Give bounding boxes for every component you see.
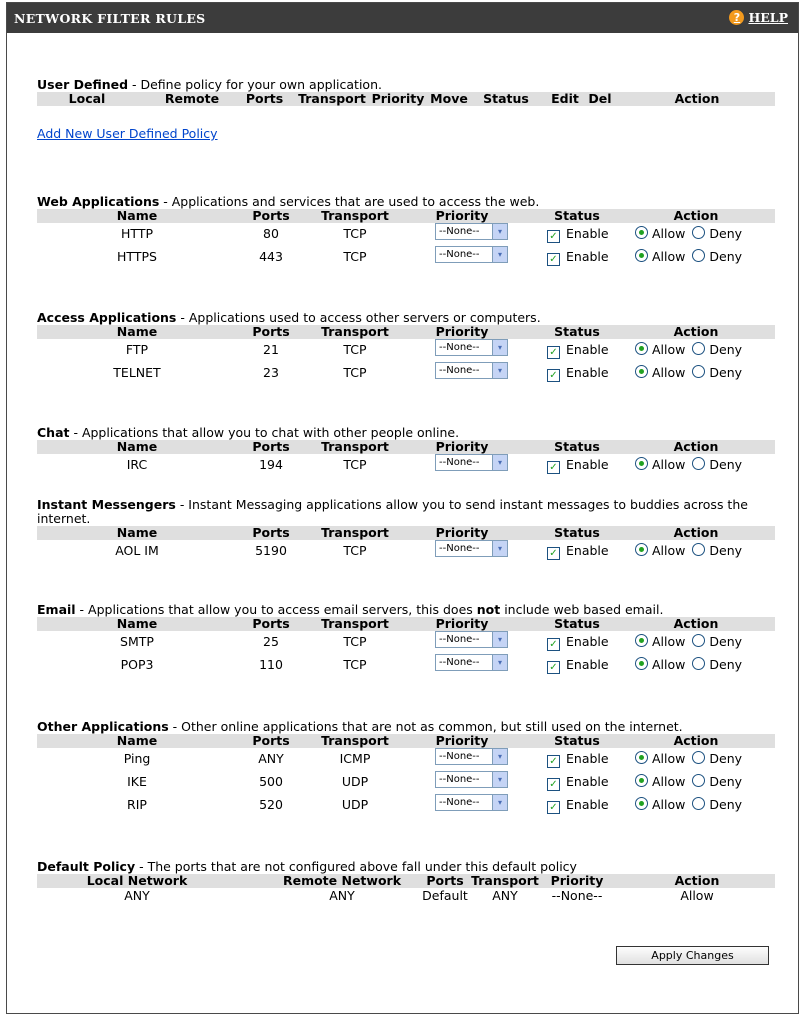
app-transport: UDP — [341, 774, 369, 789]
table-row — [37, 794, 775, 817]
allow-radio[interactable] — [635, 634, 648, 647]
app-transport: ICMP — [339, 751, 371, 766]
action-cell — [635, 654, 785, 676]
section-description-emphasis: not — [476, 602, 501, 617]
allow-radio[interactable] — [635, 774, 648, 787]
enable-checkbox[interactable]: ✓ — [547, 778, 560, 791]
deny-label: Deny — [709, 342, 743, 357]
allow-radio[interactable] — [635, 657, 648, 670]
col-ports: Ports — [245, 91, 284, 106]
chevron-down-icon: ▾ — [492, 795, 507, 810]
priority-select[interactable] — [435, 631, 508, 648]
app-name: HTTP — [121, 226, 153, 241]
section-title: Web Applications — [37, 194, 160, 209]
priority-select[interactable] — [435, 339, 508, 356]
deny-radio[interactable] — [692, 365, 705, 378]
col-action: Action — [673, 208, 719, 223]
enable-label: Enable — [566, 751, 609, 766]
enable-label: Enable — [566, 457, 609, 472]
action-cell — [635, 454, 785, 476]
section-description: - Applications that allow you to chat with other people online. — [69, 425, 460, 440]
section-description: - Applications used to access other servers or computers. — [176, 310, 541, 325]
table-row — [37, 362, 775, 385]
deny-radio[interactable] — [692, 226, 705, 239]
ports-value: Default — [422, 888, 468, 903]
allow-label: Allow — [652, 657, 686, 672]
col-priority: Priority — [435, 324, 489, 339]
allow-label: Allow — [652, 342, 686, 357]
section-description: - Define policy for your own application. — [128, 77, 382, 92]
deny-label: Deny — [709, 751, 743, 766]
col-status: Status — [483, 91, 529, 106]
app-ports: 25 — [263, 634, 279, 649]
priority-value: --None-- — [551, 888, 603, 903]
col-ports: Ports — [252, 616, 290, 631]
priority-select[interactable] — [435, 654, 508, 671]
col-status: Status — [554, 324, 600, 339]
section-title: User Defined — [37, 77, 129, 92]
chevron-down-icon: ▾ — [492, 541, 507, 556]
action-cell — [635, 794, 785, 816]
action-cell — [635, 771, 785, 793]
priority-selected-value: --None-- — [439, 249, 480, 260]
priority-select[interactable] — [435, 771, 508, 788]
priority-selected-value: --None-- — [439, 634, 480, 645]
table-row — [37, 454, 775, 477]
chevron-down-icon: ▾ — [492, 224, 507, 239]
app-name: HTTPS — [117, 249, 157, 264]
col-priority: Priority — [550, 873, 604, 888]
enable-label: Enable — [566, 774, 609, 789]
app-ports: ANY — [258, 751, 284, 766]
allow-label: Allow — [652, 774, 686, 789]
table-row — [37, 748, 775, 771]
enable-checkbox[interactable]: ✓ — [547, 253, 560, 266]
section-title: Instant Messengers — [37, 497, 176, 512]
status-cell — [547, 540, 637, 562]
allow-label: Allow — [652, 634, 686, 649]
col-name: Name — [116, 439, 158, 454]
col-action: Action — [674, 91, 720, 106]
access-applications-section — [37, 311, 775, 385]
action-cell — [635, 540, 785, 562]
help-label: HELP — [748, 10, 788, 25]
add-user-defined-policy-link[interactable]: Add New User Defined Policy — [37, 126, 218, 141]
priority-selected-value: --None-- — [439, 774, 480, 785]
status-cell — [547, 454, 637, 476]
col-transport: Transport — [321, 733, 389, 748]
app-name: FTP — [125, 342, 149, 357]
chevron-down-icon: ▾ — [492, 247, 507, 262]
app-name: IKE — [127, 774, 147, 789]
allow-label: Allow — [652, 226, 686, 241]
table-header — [37, 874, 775, 888]
enable-label: Enable — [566, 797, 609, 812]
page-title: NETWORK FILTER RULES — [14, 11, 206, 26]
apply-changes-button[interactable]: Apply Changes — [616, 946, 769, 965]
app-name: TELNET — [113, 365, 161, 380]
deny-radio[interactable] — [692, 457, 705, 470]
enable-label: Enable — [566, 226, 609, 241]
col-status: Status — [554, 733, 600, 748]
priority-select[interactable] — [435, 540, 508, 557]
allow-radio[interactable] — [635, 249, 648, 262]
action-cell — [635, 631, 785, 653]
col-edit: Edit — [551, 91, 579, 106]
deny-radio[interactable] — [692, 657, 705, 670]
section-description: - Applications that allow you to access email servers, this does — [75, 602, 477, 617]
table-row — [37, 771, 775, 794]
col-name: Name — [116, 324, 158, 339]
app-transport: TCP — [343, 543, 367, 558]
deny-radio[interactable] — [692, 797, 705, 810]
status-cell — [547, 748, 637, 770]
priority-selected-value: --None-- — [439, 365, 480, 376]
help-icon: ? — [729, 10, 744, 25]
email-section — [37, 603, 775, 677]
priority-selected-value: --None-- — [439, 751, 480, 762]
network-filter-panel — [6, 2, 799, 1014]
col-ports: Ports — [252, 733, 290, 748]
table-row — [37, 339, 775, 362]
allow-radio[interactable] — [635, 226, 648, 239]
deny-label: Deny — [709, 457, 743, 472]
action-cell — [635, 223, 785, 245]
col-ports: Ports — [252, 525, 290, 540]
local-network-value: ANY — [124, 888, 150, 903]
col-transport: Transport — [321, 439, 389, 454]
col-status: Status — [554, 525, 600, 540]
table-header — [37, 734, 775, 748]
app-transport: TCP — [343, 657, 367, 672]
app-ports: 520 — [259, 797, 283, 812]
enable-checkbox[interactable]: ✓ — [547, 638, 560, 651]
status-cell — [547, 631, 637, 653]
app-name: POP3 — [120, 657, 154, 672]
deny-radio[interactable] — [692, 634, 705, 647]
app-ports: 500 — [259, 774, 283, 789]
section-title: Other Applications — [37, 719, 169, 734]
priority-select[interactable] — [435, 246, 508, 263]
section-description: - Other online applications that are not as common, but still used on the internet. — [168, 719, 683, 734]
allow-label: Allow — [652, 797, 686, 812]
col-status: Status — [554, 439, 600, 454]
col-action: Action — [673, 616, 719, 631]
enable-label: Enable — [566, 657, 609, 672]
enable-label: Enable — [566, 249, 609, 264]
enable-checkbox[interactable]: ✓ — [547, 230, 560, 243]
priority-select[interactable] — [435, 794, 508, 811]
deny-label: Deny — [709, 797, 743, 812]
col-name: Name — [116, 616, 158, 631]
action-cell — [635, 748, 785, 770]
priority-select[interactable] — [435, 362, 508, 379]
col-priority: Priority — [435, 525, 489, 540]
section-title: Access Applications — [37, 310, 177, 325]
section-description: - The ports that are not configured above fall under this default policy — [135, 859, 577, 874]
col-transport: Transport — [321, 616, 389, 631]
table-header — [37, 209, 775, 223]
title-bar — [7, 3, 798, 33]
app-ports: 23 — [263, 365, 279, 380]
priority-selected-value: --None-- — [439, 657, 480, 668]
action-cell — [635, 246, 785, 268]
app-transport: TCP — [343, 365, 367, 380]
enable-checkbox[interactable]: ✓ — [547, 661, 560, 674]
col-priority: Priority — [435, 439, 489, 454]
col-transport: Transport — [471, 873, 539, 888]
web-applications-section — [37, 195, 775, 269]
col-priority: Priority — [435, 208, 489, 223]
allow-radio[interactable] — [635, 543, 648, 556]
priority-selected-value: --None-- — [439, 226, 480, 237]
col-local: Local — [68, 91, 106, 106]
enable-checkbox[interactable]: ✓ — [547, 547, 560, 560]
col-action: Action — [673, 439, 719, 454]
chevron-down-icon: ▾ — [492, 340, 507, 355]
table-header — [37, 440, 775, 454]
status-cell — [547, 362, 637, 384]
table-header — [37, 526, 775, 540]
col-name: Name — [116, 525, 158, 540]
status-cell — [547, 794, 637, 816]
col-remote: Remote — [164, 91, 220, 106]
deny-radio[interactable] — [692, 249, 705, 262]
app-name: SMTP — [120, 634, 154, 649]
col-transport: Transport — [298, 91, 366, 106]
deny-radio[interactable] — [692, 751, 705, 764]
app-ports: 194 — [259, 457, 283, 472]
status-cell — [547, 246, 637, 268]
other-applications-section — [37, 720, 775, 817]
enable-checkbox[interactable]: ✓ — [547, 461, 560, 474]
app-transport: TCP — [343, 342, 367, 357]
table-row — [37, 246, 775, 269]
col-status: Status — [554, 616, 600, 631]
allow-label: Allow — [652, 249, 686, 264]
app-ports: 80 — [263, 226, 279, 241]
app-transport: TCP — [343, 249, 367, 264]
priority-selected-value: --None-- — [439, 797, 480, 808]
status-cell — [547, 654, 637, 676]
col-local-network: Local Network — [86, 873, 188, 888]
allow-label: Allow — [652, 365, 686, 380]
default-policy-section — [37, 860, 775, 904]
col-action: Action — [673, 324, 719, 339]
allow-radio[interactable] — [635, 751, 648, 764]
col-name: Name — [116, 733, 158, 748]
col-priority: Priority — [435, 733, 489, 748]
chevron-down-icon: ▾ — [492, 655, 507, 670]
app-transport: TCP — [343, 634, 367, 649]
table-row — [37, 223, 775, 246]
user-defined-section — [37, 78, 775, 141]
section-title: Email — [37, 602, 76, 617]
col-move: Move — [430, 91, 468, 106]
section-title: Default Policy — [37, 859, 136, 874]
priority-selected-value: --None-- — [439, 457, 480, 468]
chevron-down-icon: ▾ — [492, 632, 507, 647]
allow-label: Allow — [652, 457, 686, 472]
deny-label: Deny — [709, 634, 743, 649]
deny-label: Deny — [709, 774, 743, 789]
transport-value: ANY — [492, 888, 518, 903]
section-description: - Instant Messaging applications allow you to send instant messages to buddies across the — [175, 497, 748, 512]
col-transport: Transport — [321, 324, 389, 339]
action-cell — [635, 339, 785, 361]
col-action: Action — [673, 525, 719, 540]
enable-checkbox[interactable]: ✓ — [547, 801, 560, 814]
section-title: Chat — [37, 425, 70, 440]
priority-selected-value: --None-- — [439, 543, 480, 554]
deny-radio[interactable] — [692, 543, 705, 556]
enable-checkbox[interactable]: ✓ — [547, 346, 560, 359]
deny-label: Deny — [709, 226, 743, 241]
action-cell — [635, 362, 785, 384]
help-link[interactable] — [729, 10, 788, 25]
app-transport: TCP — [343, 457, 367, 472]
status-cell — [547, 339, 637, 361]
table-header — [37, 325, 775, 339]
allow-radio[interactable] — [635, 342, 648, 355]
col-ports: Ports — [426, 873, 464, 888]
deny-label: Deny — [709, 543, 743, 558]
priority-select[interactable] — [435, 454, 508, 471]
col-action: Action — [674, 873, 720, 888]
deny-label: Deny — [709, 365, 743, 380]
app-name: Ping — [123, 751, 151, 766]
allow-label: Allow — [652, 751, 686, 766]
instant-messengers-section — [37, 498, 775, 563]
enable-checkbox[interactable]: ✓ — [547, 755, 560, 768]
deny-radio[interactable] — [692, 774, 705, 787]
priority-select[interactable] — [435, 748, 508, 765]
app-ports: 443 — [259, 249, 283, 264]
col-status: Status — [554, 208, 600, 223]
col-del: Del — [588, 91, 612, 106]
col-priority: Priority — [371, 91, 425, 106]
col-ports: Ports — [252, 439, 290, 454]
app-name: RIP — [127, 797, 147, 812]
chevron-down-icon: ▾ — [492, 772, 507, 787]
app-name: IRC — [126, 457, 148, 472]
col-transport: Transport — [321, 208, 389, 223]
app-transport: UDP — [341, 797, 369, 812]
action-value: Allow — [680, 888, 714, 903]
enable-label: Enable — [566, 342, 609, 357]
enable-label: Enable — [566, 365, 609, 380]
table-row — [37, 540, 775, 563]
allow-radio[interactable] — [635, 365, 648, 378]
status-cell — [547, 223, 637, 245]
remote-network-value: ANY — [329, 888, 355, 903]
table-row — [37, 631, 775, 654]
chevron-down-icon: ▾ — [492, 749, 507, 764]
col-ports: Ports — [252, 208, 290, 223]
enable-label: Enable — [566, 543, 609, 558]
allow-radio[interactable] — [635, 457, 648, 470]
col-name: Name — [116, 208, 158, 223]
col-ports: Ports — [252, 324, 290, 339]
priority-selected-value: --None-- — [439, 342, 480, 353]
chat-section — [37, 426, 775, 477]
deny-radio[interactable] — [692, 342, 705, 355]
deny-label: Deny — [709, 249, 743, 264]
app-ports: 5190 — [255, 543, 287, 558]
app-ports: 21 — [263, 342, 279, 357]
app-name: AOL IM — [115, 543, 159, 558]
app-transport: TCP — [343, 226, 367, 241]
chevron-down-icon: ▾ — [492, 363, 507, 378]
table-row — [37, 888, 775, 904]
app-ports: 110 — [259, 657, 283, 672]
col-priority: Priority — [435, 616, 489, 631]
table-header — [37, 617, 775, 631]
col-action: Action — [673, 733, 719, 748]
section-description: - Applications and services that are used to access the web. — [159, 194, 540, 209]
allow-radio[interactable] — [635, 797, 648, 810]
section-description-cont: internet. — [37, 511, 91, 526]
col-remote-network: Remote Network — [282, 873, 402, 888]
enable-label: Enable — [566, 634, 609, 649]
deny-label: Deny — [709, 657, 743, 672]
status-cell — [547, 771, 637, 793]
section-description-end: include web based email. — [500, 602, 664, 617]
chevron-down-icon: ▾ — [492, 455, 507, 470]
enable-checkbox[interactable]: ✓ — [547, 369, 560, 382]
table-row — [37, 654, 775, 677]
col-transport: Transport — [321, 525, 389, 540]
priority-select[interactable] — [435, 223, 508, 240]
allow-label: Allow — [652, 543, 686, 558]
table-header — [37, 92, 775, 106]
